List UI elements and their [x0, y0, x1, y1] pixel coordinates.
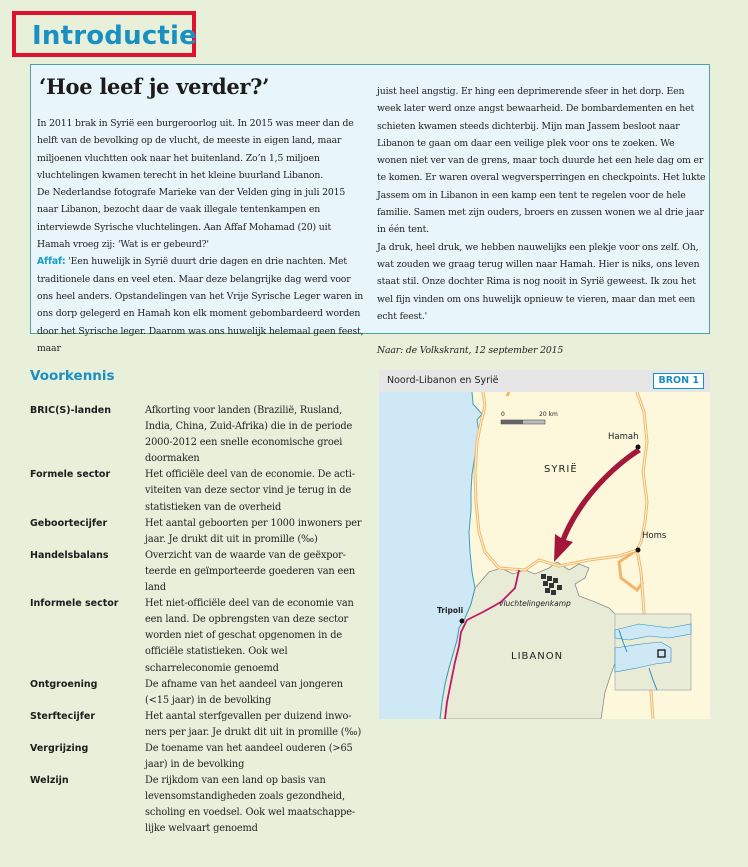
- glossary-row: [30, 709, 365, 741]
- glossary-row: [30, 403, 365, 467]
- city-label-hamah: Hamah: [608, 432, 639, 442]
- scale-label-end: 20 km: [539, 411, 558, 418]
- city-label-homs: Homs: [642, 531, 667, 541]
- map-header: [379, 370, 710, 392]
- glossary-definition: De toename van het aandeel ouderen (>65 jaar) in de bevolking: [145, 742, 353, 771]
- glossary-term: Handelsbalans: [30, 549, 109, 561]
- quote-text: 'Een huwelijk in Syrië duurt drie dagen en drie nachten. Met traditionele dans en veel eten. Maar deze belangrijke dag werd voor ons heel anders. Opstandelingen van het Vrije Syrische Leger waren in ons dorp gelegerd en Hamah kon elk moment gebombardeerd worden door het Syrische leger. Daarom was ons huwelijk helemaal geen feest, maar: [37, 256, 364, 354]
- country-label-syria: SYRIË: [544, 464, 578, 475]
- speaker-label: Affaf:: [37, 256, 66, 268]
- map-figure: [379, 370, 710, 719]
- glossary-term: Vergrijzing: [30, 742, 89, 754]
- glossary-term: Sterftecijfer: [30, 710, 96, 722]
- glossary-term: Geboortecijfer: [30, 517, 108, 529]
- section-title: Introductie: [32, 21, 198, 51]
- glossary-definition: Het aantal sterfgevallen per duizend inwoners per jaar. Je drukt dit uit in promille (‰): [145, 710, 362, 738]
- intro-column-right: [377, 83, 707, 359]
- map-title: Noord-Libanon en Syrië: [387, 375, 499, 386]
- intro-paragraph: De Nederlandse fotografe Marieke van der Velden ging in juli 2015 naar Libanon, bezocht daar de vaak illegale tentenkampen en interviewde Syrische vluchtelingen. Aan Affaf Mohamad (20) uit Hamah vroeg zij: 'Wat is er gebeurd?': [37, 187, 346, 251]
- intro-box: [30, 64, 710, 357]
- city-label-tripoli: Tripoli: [437, 606, 464, 615]
- quote-paragraph: Ja druk, heel druk, we hebben nauwelijks een plekje voor ons zelf. Oh, wat zouden we graag terug willen naar Hamah. Hier is niks, ons leven staat stil. Onze dochter Rima is nog nooit in Syrië geweest. Ik zou het wel fijn vinden om ons huwelijk opnieuw te vieren, maar dan met een echt feest.': [377, 241, 700, 322]
- glossary-definition: De rijkdom van een land op basis van levensomstandigheden zoals gezondheid, scholing en voedsel. Ook wel maatschappelijke welvaart genoemd: [145, 775, 356, 835]
- hamah-marker: [636, 445, 641, 450]
- glossary-term: BRIC(S)-landen: [30, 405, 111, 416]
- intro-heading: ‘Hoe leef je verder?’: [39, 74, 270, 99]
- glossary-term: Ontgroening: [30, 678, 98, 690]
- glossary-row: [30, 548, 365, 596]
- glossary-definition: Overzicht van de waarde van de geëxporteerde en geïmporteerde goederen van een land: [145, 549, 356, 594]
- voorkennis-heading: Voorkennis: [30, 368, 115, 384]
- tripoli-marker: [460, 619, 465, 624]
- glossary-row: [30, 773, 365, 837]
- source-badge: BRON 1: [653, 373, 704, 389]
- glossary-definition: Het aantal geboorten per 1000 inwoners per jaar. Je drukt dit uit in promille (‰): [145, 517, 362, 545]
- country-label-lebanon: LIBANON: [511, 651, 564, 662]
- glossary-row: [30, 467, 365, 515]
- glossary-term: Formele sector: [30, 469, 111, 481]
- homs-marker: [636, 548, 641, 553]
- glossary-row: [30, 677, 365, 709]
- quote-paragraph: juist heel angstig. Er hing een deprimerende sfeer in het dorp. Een week later werd onze angst bewaarheid. De bombardementen en het schieten kwamen steeds dichterbij. Mijn man Jassem besloot naar Libanon te gaan om daar een veilige plek voor ons te zoeken. We wonen niet ver van de grens, maar toch duurde het een hele dag om er te komen. Er waren overal wegversperringen en checkpoints. Het lukte Jassem om in Libanon in een kamp een tent te regelen voor de hele familie. Samen met zijn ouders, broers en zussen wonen we al drie jaar in één tent.: [377, 86, 706, 236]
- intro-paragraph: In 2011 brak in Syrië een burgeroorlog uit. In 2015 was meer dan de helft van de bevolking op de vlucht, de meeste in eigen land, maar miljoenen vluchtten ook naar het buitenland. Zo’n 1,5 miljoen vluchtelingen kwamen terecht in het kleine buurland Libanon.: [37, 118, 354, 181]
- glossary: [30, 403, 365, 838]
- glossary-row: [30, 516, 365, 548]
- section-title-frame: [12, 11, 196, 57]
- intro-column-left: [37, 115, 367, 357]
- inset-locator-map: [615, 614, 691, 690]
- glossary-definition: De afname van het aandeel van jongeren (<15 jaar) in de bevolking: [145, 678, 343, 706]
- quote-paragraph: [37, 253, 367, 357]
- glossary-definition: Het officiële deel van de economie. De activiteiten van deze sector vind je terug in de statistieken van de overheid: [145, 469, 356, 513]
- scale-bar: [501, 420, 545, 424]
- glossary-row: [30, 741, 365, 773]
- glossary-definition: Het niet-officiële deel van de economie van een land. De opbrengsten van deze sector worden niet of geschat opgenomen in de officiële statistieken. Ook wel scharreleconomie genoemd: [145, 598, 354, 674]
- camp-label: vluchtelingenkamp: [499, 599, 571, 608]
- glossary-definition: Afkorting voor landen (Brazilië, Rusland, India, China, Zuid-Afrika) die in de periode 2000-2012 een snelle economische groei doormaken: [145, 405, 353, 465]
- scale-label-start: 0: [501, 411, 505, 418]
- source-citation: Naar: de Volkskrant, 12 september 2015: [377, 345, 564, 357]
- map: [379, 392, 710, 719]
- glossary-row: [30, 596, 365, 676]
- glossary-term: Welzijn: [30, 775, 69, 787]
- glossary-term: Informele sector: [30, 598, 119, 610]
